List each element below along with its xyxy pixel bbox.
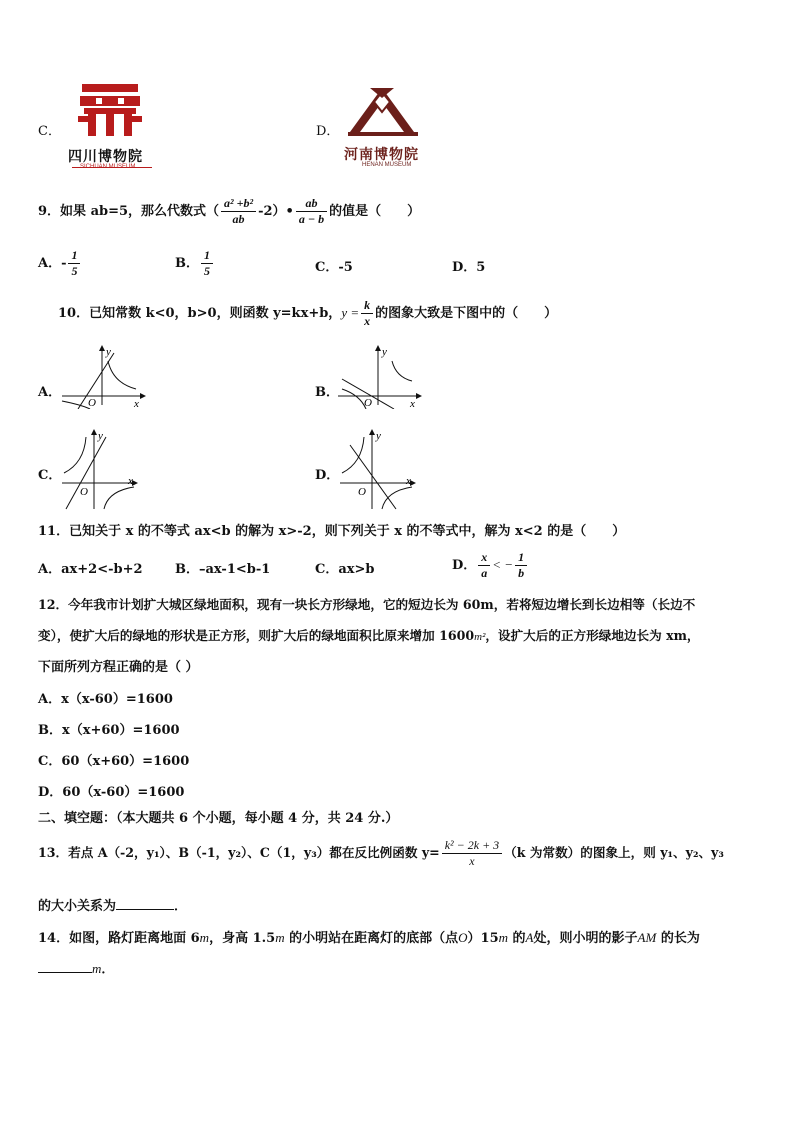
svg-text:x: x [134, 398, 139, 409]
q13-answer-blank[interactable] [116, 897, 174, 910]
q10-graph-c [58, 427, 148, 511]
sichuan-museum-english-name: SICHUAN MUSEUM [80, 164, 136, 170]
svg-text:y: y [376, 430, 381, 442]
q9-option-a: A．- $\frac{1}{5}$ [38, 248, 82, 279]
q12-option-c: C．60（x+60）=1600 [38, 754, 190, 769]
svg-text:y: y [106, 346, 111, 358]
svg-text:x: x [410, 398, 415, 409]
option-c-label: C． [38, 124, 61, 139]
q9-fraction-1: $\frac{\text{a² +b²}}{ab}$ [221, 196, 256, 227]
henan-museum-chinese-name: 河南博物院 [344, 147, 419, 163]
question-11: 11．已知关于 x 的不等式 ax<b 的解为 x>-2，则下列关于 x 的不等式中，解为 x<2 的是（ ） [38, 524, 626, 539]
q10-option-d-label: D． [315, 468, 340, 483]
q12-option-a: A．x（x-60）=1600 [38, 692, 173, 707]
question-13: 13．若点 A（-2，y₁）、B（-1，y₂）、C（1，y₃）都在反比例函数 y= $\frac{\text{k² − 2k + 3}}{x}$ （k 为常数）的图象上，则 y₁、y₂、y₃ [38, 838, 724, 868]
q12-option-d: D．60（x-60）=1600 [38, 785, 185, 800]
q11-option-d: D． $\frac{x}{a}$ < − $\frac{1}{b}$ [452, 550, 529, 581]
q9-option-d: D．5 [452, 260, 486, 275]
svg-text:O: O [358, 486, 366, 498]
question-12-line-3: 下面所列方程正确的是（ ） [38, 660, 199, 675]
q9-prefix: 9．如果 ab=5，那么代数式（ [38, 204, 220, 219]
henan-museum-english-name: HENAN MUSEUM [362, 162, 412, 168]
svg-text:O: O [80, 486, 88, 498]
q14-answer-blank[interactable] [38, 960, 92, 973]
q10-graph-d [336, 427, 426, 511]
sichuan-museum-chinese-name: 四川博物院 [68, 149, 143, 165]
sichuan-museum-logo [58, 78, 168, 176]
q12-option-b: B．x（x+60）=1600 [38, 723, 180, 738]
question-12-line-2: 变），使扩大后的绿地的形状是正方形，则扩大后的绿地面积比原来增加 1600m²，设扩大后的正方形绿地边长为 xm， [38, 628, 700, 643]
question-14-line-2: m． [38, 958, 114, 977]
svg-text:x: x [406, 475, 411, 487]
henan-museum-emblem-icon [338, 82, 438, 142]
svg-text:y: y [98, 430, 103, 442]
svg-text:O: O [88, 397, 96, 409]
q11-option-a: A．ax+2<-b+2 [38, 562, 143, 577]
svg-text:y: y [382, 346, 387, 358]
q9-fraction-2: $\frac{ab}{a - b}$ [296, 196, 327, 227]
q10-option-a-label: A． [38, 385, 62, 400]
section-2-heading: 二、填空题：（本大题共 6 个小题，每小题 4 分，共 24 分.） [38, 811, 399, 826]
q9-mid: -2）• [258, 204, 294, 219]
question-13-line-2: 的大小关系为 ． [38, 899, 188, 914]
henan-museum-logo [338, 82, 438, 172]
q9-suffix: 的值是（ ） [329, 204, 421, 219]
q10-graph-b [334, 343, 424, 409]
question-14: 14．如图，路灯距离地面 6m，身高 1.5m 的小明站在距离灯的底部（点O）15m 的A处，则小明的影子AM 的长为 [38, 930, 700, 946]
q11-option-c: C．ax>b [315, 562, 375, 577]
q10-graph-a [58, 343, 148, 409]
question-10: 10．已知常数 k<0，b>0，则函数 y=kx+b，y = $\frac{k}{x}$ 的图象大致是下图中的（ ） [58, 298, 558, 328]
q9-option-b: B． $\frac{1}{5}$ [175, 248, 215, 279]
q11-option-b: B．–ax-1<b-1 [175, 562, 271, 577]
q10-option-c-label: C． [38, 468, 62, 483]
svg-text:O: O [364, 397, 372, 409]
q9-option-c: C．-5 [315, 260, 353, 275]
svg-text:x: x [128, 475, 133, 487]
option-d-label: D． [316, 124, 340, 139]
question-9 [38, 196, 420, 227]
question-12-line-1: 12．今年我市计划扩大城区绿地面积，现有一块长方形绿地，它的短边长为 60m，若将短边增长到长边相等（长边不 [38, 597, 696, 612]
q10-option-b-label: B． [315, 385, 339, 400]
